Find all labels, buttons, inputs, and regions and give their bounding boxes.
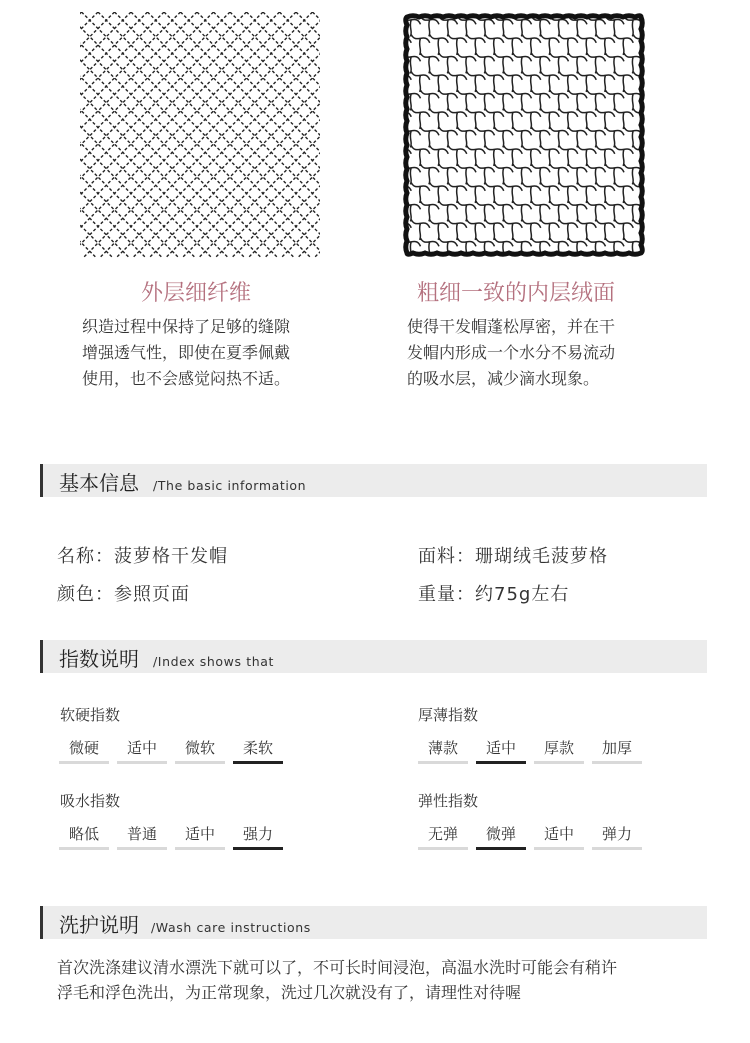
index-option: 强力	[233, 823, 283, 850]
index-option: 弹力	[592, 823, 642, 850]
feature-title-outer-fiber: 外层细纤维	[141, 281, 252, 306]
wash-care-text	[57, 955, 717, 1005]
index-option: 加厚	[592, 737, 642, 764]
index-option: 薄款	[418, 737, 468, 764]
index-scale-absorbency	[59, 823, 283, 850]
section-title: 洗护说明	[59, 913, 139, 937]
feature-desc-line: 使用，也不会感觉闷热不适。	[82, 369, 291, 388]
index-option: 普通	[117, 823, 167, 850]
wash-care-line: 首次洗涤建议清水漂洗下就可以了，不可长时间浸泡，高温水洗时可能会有稍许	[57, 958, 618, 977]
index-option: 适中	[117, 737, 167, 764]
feature-desc-line: 的吸水层，减少滴水现象。	[407, 369, 600, 388]
section-title: 指数说明	[59, 647, 139, 671]
index-option: 略低	[59, 823, 109, 850]
index-option: 适中	[175, 823, 225, 850]
info-weight: 重量：约75g左右	[418, 584, 570, 605]
index-label-absorbency: 吸水指数	[60, 792, 121, 810]
wavy-weave-pattern-icon	[402, 12, 646, 258]
section-header-index	[40, 640, 707, 673]
index-label-thickness: 厚薄指数	[418, 706, 479, 724]
feature-title-inner-pile: 粗细一致的内层绒面	[417, 281, 616, 306]
feature-desc-outer-fiber	[82, 314, 342, 392]
section-subtitle: /Index shows that	[153, 654, 274, 669]
wash-care-line: 浮毛和浮色洗出，为正常现象，洗过几次就没有了，请理性对待喔	[57, 983, 522, 1002]
feature-desc-line: 使得干发帽蓬松厚密，并在干	[407, 317, 616, 336]
feature-desc-line: 增强透气性，即使在夏季佩戴	[82, 343, 291, 362]
section-title: 基本信息	[59, 471, 139, 495]
index-option: 适中	[476, 737, 526, 764]
feature-desc-inner-pile	[407, 314, 667, 392]
index-option: 微软	[175, 737, 225, 764]
index-label-elasticity: 弹性指数	[418, 792, 479, 810]
index-option: 微硬	[59, 737, 109, 764]
index-label-softness: 软硬指数	[60, 706, 121, 724]
info-fabric: 面料：珊瑚绒毛菠萝格	[418, 546, 608, 567]
feature-desc-line: 发帽内形成一个水分不易流动	[407, 343, 616, 362]
index-scale-softness	[59, 737, 283, 764]
section-subtitle: /Wash care instructions	[151, 920, 311, 935]
index-option: 厚款	[534, 737, 584, 764]
section-header-basic-info	[40, 464, 707, 497]
feature-desc-line: 织造过程中保持了足够的缝隙	[82, 317, 291, 336]
index-option: 柔软	[233, 737, 283, 764]
index-option: 微弹	[476, 823, 526, 850]
info-color: 颜色：参照页面	[57, 584, 190, 605]
index-scale-thickness	[418, 737, 642, 764]
section-header-wash-care	[40, 906, 707, 939]
diamond-mesh-pattern-icon	[80, 12, 320, 258]
info-name: 名称：菠萝格干发帽	[57, 546, 228, 567]
index-option: 无弹	[418, 823, 468, 850]
section-subtitle: /The basic information	[153, 478, 307, 493]
index-scale-elasticity	[418, 823, 642, 850]
index-option: 适中	[534, 823, 584, 850]
